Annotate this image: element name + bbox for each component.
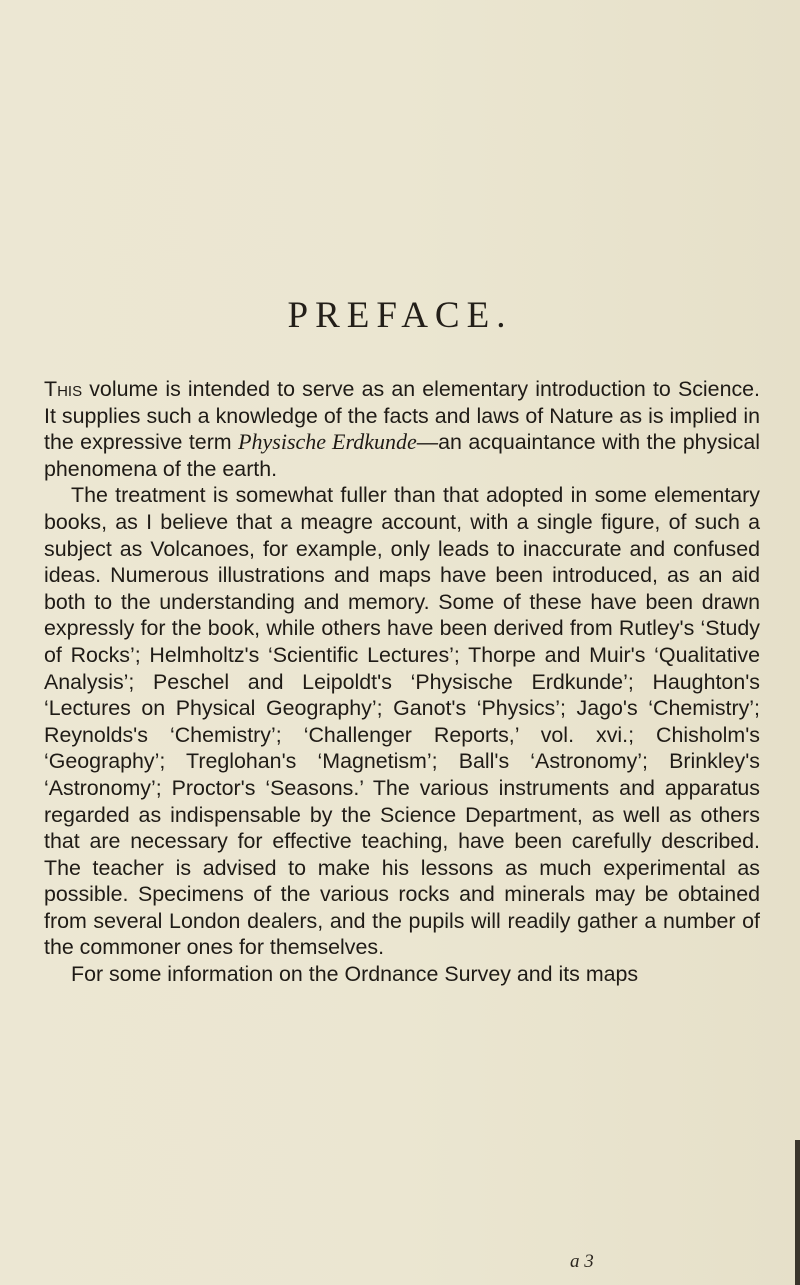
paragraph-3: For some information on the Ordnance Survey and its maps (71, 962, 639, 987)
paragraph-1-term: Physische Erdkunde (238, 429, 417, 455)
paragraph-1-text-a: volume is intended to serve as an elementary introduction to Science. It supplies such a knowledge of the facts and laws of Nature as is implied in the expressive term (44, 377, 760, 455)
paragraph-1 (44, 376, 760, 482)
page-edge (795, 1140, 800, 1285)
signature-mark: a 3 (570, 1251, 594, 1272)
paragraph-2: The treatment is somewhat fuller than that adopted in some elementary books, as I believe that a meagre account, with a single figure, of such a subject as Volcanoes, for example, only leads to inaccurate and confused ideas. Numerous illustrations and maps have been introduced, as an aid both to the understanding and memory. Some of these have been drawn expressly for the book, while others have been derived from Rutley's ‘Study of Rocks’; Helmholtz's ‘Scientific Lectures’; Thorpe and Muir's ‘Qualitative Analysis’; Peschel and Leipoldt's ‘Physische Erdkunde’; Haughton's ‘Lectures on Physical Geography’; Ganot's ‘Physics’; Jago's ‘Chemistry’; Reynolds's ‘Chemistry’; ‘Challenger Reports,’ vol. xvi.; Chisholm's ‘Geography’; Treglohan's ‘Magnetism’; Ball's ‘Astronomy’; Brinkley's ‘Astronomy’; Proctor's ‘Seasons.’ The various instruments and apparatus regarded as indispensable by the Science Department, as well as others that are necessary for effective teaching, have been carefully described. The teacher is advised to make his lessons as much experimental as possible. Specimens of the various rocks and minerals may be obtained from several London dealers, and the pupils will readily gather a number of the commoner ones for themselves. (44, 483, 760, 960)
preface-body (44, 376, 760, 988)
paragraph-1-text-b: —an acquaintance with the physical phenomena of the earth. (44, 430, 761, 481)
paragraph-1-lead: This (44, 377, 83, 401)
page-title: PREFACE. (287, 295, 513, 336)
